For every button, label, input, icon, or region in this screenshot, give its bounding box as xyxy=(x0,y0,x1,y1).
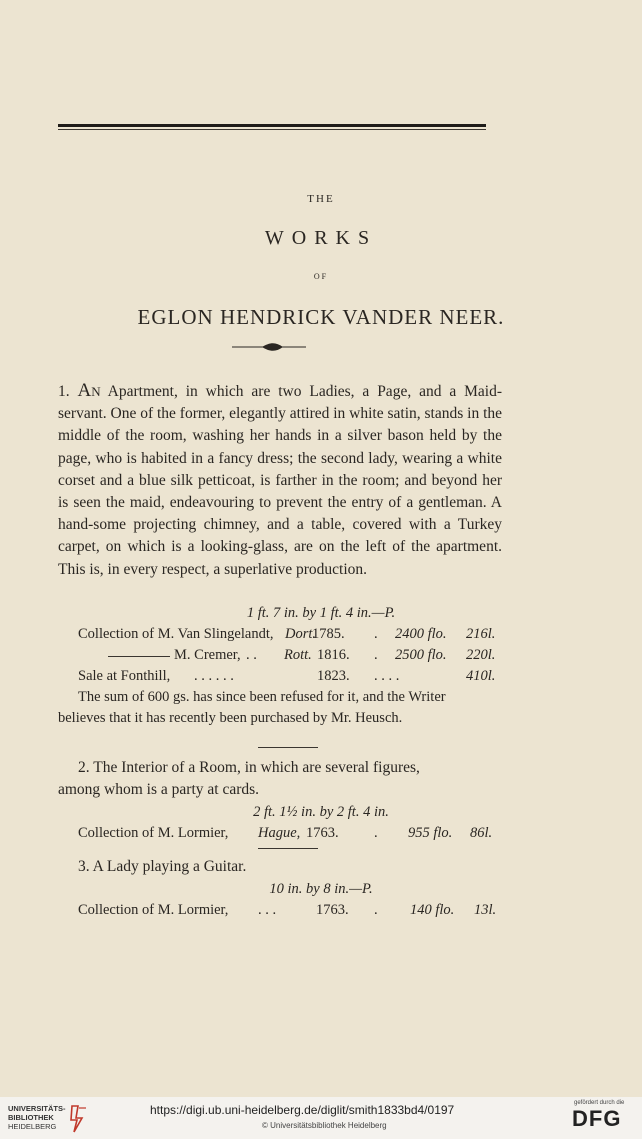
dfg-logo: DFG xyxy=(572,1106,622,1131)
entry-1-prov-1-place: Dort. xyxy=(285,626,317,642)
entry-1-prov-3-dots-2: . . . . xyxy=(374,668,400,684)
copyright-text: © Universitätsbibliothek Heidelberg xyxy=(262,1121,387,1130)
heading-artist: EGLON HENDRICK VANDER NEER. xyxy=(137,305,505,329)
entry-3-title: 3. A Lady playing a Guitar. xyxy=(78,858,247,875)
entry-2-prov-price: 955 flo. xyxy=(408,825,453,841)
entry-1-description xyxy=(58,380,502,581)
entry-1-prov-3-dots: . . . . . . xyxy=(194,668,234,684)
entry-2-prov-place: Hague, xyxy=(258,825,301,841)
heading-the: THE xyxy=(307,193,335,205)
entry-1-lead: An xyxy=(77,380,101,401)
entry-3-prov-year: 1763. xyxy=(316,902,349,918)
heading-works: WORKS xyxy=(264,227,378,249)
entry-1-prov-1-collection: Collection of M. Van Slingelandt, xyxy=(78,626,274,642)
entry-3-prov-gbp: 13l. xyxy=(474,902,497,918)
entry-2-prov-collection: Collection of M. Lormier, xyxy=(78,825,229,841)
library-logo-icon xyxy=(68,1102,90,1134)
entry-1-number: 1. xyxy=(58,383,70,400)
entry-2-prov-year: 1763. xyxy=(306,825,339,841)
entry-3-prov-dot: . xyxy=(374,902,378,918)
entry-1-prov-3-gbp: 410l. xyxy=(466,668,496,684)
entry-1-prov-2-year: 1816. xyxy=(317,647,350,663)
entry-1-prov-2-dot: . xyxy=(374,647,378,663)
entry-3-prov-price: 140 flo. xyxy=(410,902,455,918)
entry-2-size: 2 ft. 1½ in. by 2 ft. 4 in. xyxy=(253,804,389,820)
top-rule-thin xyxy=(58,129,486,130)
heading-of: OF xyxy=(313,272,329,281)
library-name xyxy=(8,1104,66,1131)
entry-1-prov-1-gbp: 216l. xyxy=(466,626,496,642)
library-name-line-1: UNIVERSITÄTS- xyxy=(8,1104,66,1113)
entry-1-prov-1-year: 1785. xyxy=(312,626,345,642)
entry-2-title-line-1: 2. The Interior of a Room, in which are several figures, xyxy=(78,759,420,776)
entry-3-size: 10 in. by 8 in.—P. xyxy=(269,881,373,897)
entry-2-title-line-2: among whom is a party at cards. xyxy=(58,781,260,798)
entry-1-prov-1-dot: . xyxy=(374,626,378,642)
entry-1-prov-2-gbp: 220l. xyxy=(466,647,496,663)
entry-1-prov-2-collection: M. Cremer, xyxy=(174,647,241,663)
entry-1-prov-3-year: 1823. xyxy=(317,668,350,684)
entry-1-size: 1 ft. 7 in. by 1 ft. 4 in.—P. xyxy=(246,605,396,621)
entry-1-prov-1-price: 2400 flo. xyxy=(395,626,447,642)
ditto-rule xyxy=(108,656,170,657)
ornament-divider-icon xyxy=(0,340,642,354)
funding-label: gefördert durch die xyxy=(574,1100,625,1106)
entry-3-prov-collection: Collection of M. Lormier, xyxy=(78,902,229,918)
entry-separator xyxy=(258,747,318,748)
entry-3-prov-dots: . . . xyxy=(258,902,277,918)
entry-1-prov-3-collection: Sale at Fonthill, xyxy=(78,668,171,684)
entry-1-prov-2-price: 2500 flo. xyxy=(395,647,447,663)
entry-1-text: Apartment, in which are two Ladies, a Page, and a Maid-servant. One of the former, elegantly attired in white satin, stands in the middle of the room, washing her hands in a silver bason held by the page, who is habited in a fancy dress; the second lady, wearing a white corset and a blue silk petticoat, is farther in the room; and beyond her is seen the maid, endeavouring to prevent the entry of a gentleman. A hand-some projecting chimney, and a table, covered with a Turkey carpet, on which is a looking-glass, are on the left of the apartment. This is, in every respect, a superlative production. xyxy=(58,383,503,578)
entry-1-prov-2-dots: . . xyxy=(246,647,257,663)
permalink-url[interactable]: https://digi.ub.uni-heidelberg.de/diglit/smith1833bd4/0197 xyxy=(150,1103,455,1117)
entry-2-prov-gbp: 86l. xyxy=(470,825,493,841)
entry-1-note-line-1: The sum of 600 gs. has since been refused for it, and the Writer xyxy=(78,689,446,705)
entry-1-note-line-2: believes that it has recently been purchased by Mr. Heusch. xyxy=(58,710,403,726)
top-rule xyxy=(58,124,486,127)
library-name-line-3: HEIDELBERG xyxy=(8,1122,57,1131)
library-name-line-2: BIBLIOTHEK xyxy=(8,1113,54,1122)
entry-1-prov-2-place: Rott. xyxy=(284,647,312,663)
entry-separator-2 xyxy=(258,848,318,849)
entry-2-prov-dot: . xyxy=(374,825,378,841)
